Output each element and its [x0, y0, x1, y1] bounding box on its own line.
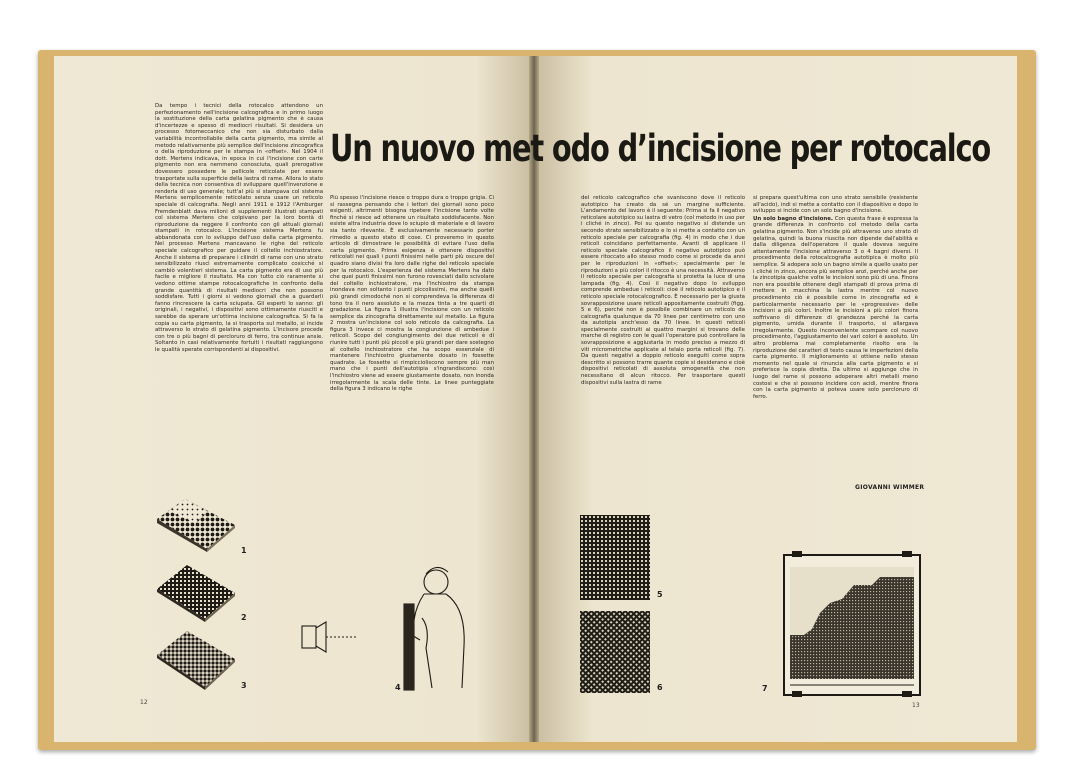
- figure-4-operator-drawing: [296, 528, 472, 694]
- figure-2-label: 2: [241, 613, 247, 622]
- figure-5-label: 5: [657, 590, 663, 599]
- page-number-left: 12: [140, 699, 148, 706]
- figure-5-screen-square: [580, 515, 650, 600]
- column-2-text: Più spesso l'incisione riesce o troppo dura o troppo grigia. Ci si rassegna pensando che i lettori dei giornali sono poco esigenti, altrimenti bisogna ripetere l'incisione tante volte finché si riesce ad ottenere un risultato soddisfacente. Non esiste altra industria dove lo sciupio di materiale e di lavoro sia tanto rilevante. È esclusivamente necessario porter rimedio a questo stato di cose. Ci proveremo in questo articolo di dimostrare le possibilità di evitare l'uso della carta pigmento. Prima esigenza è ottenere dispositivi reticolati nei quali i punti finissimi nelle parti più oscure del quadro siano divisi fra loro dalle righe del reticolo speciale per la rotocalco. L'esperienza del sistema Mertens ha dato che quei punti finissimi non furono rovesciati dallo scivolare del coltello inchiostratore, ma l'inchiostro da stampa inondava non soltanto i punti piccolissimi, ma anche quelli più grandi cimodoché non si comprendeva la differenza di tono tra il nero assoluto e la mezza tinta a tre quarti di gradazione. La figura 1 illustra l'incisione con un reticolo semplice da zincografia direttamente sul metallo. La figura 2 mostra un'incisione col solo reticolo da calcografia. La figura 3 invece ci mostra la congiunzione di ambedue i reticoli. Scopo del congiungimento dei due reticoli è di riunire tutti i punti più piccoli e più grandi per dare sostegno al coltello inchiostratore che ha scopo essenziale di mantenere l'inchiostro giustamente dosato in fossette quadrate. Le fossette si rimpiccioliscono sempre più man mano che i punti dell'autotipia s'ingrandiscono: così l'inchiostro viene ad essere giustamente dosato, non inonda irregolarmente la scala delle tinte. Le linee punteggiate della figura 3 indicano le righe: [330, 195, 494, 393]
- text-column-4: [753, 195, 918, 482]
- column-1-text: Da tempo i tecnici della rotocalco attendono un perfezionamento nell'incisione calcografica e in primo luogo la sostituzione della carta gelatina pigmento che è causa d'incertezze e spesso di mediocri risultati. Si desidera un processo fotomeccanico che non sia disturbato dalla variabilità incontrollabile della carta pigmento, ma simile al metodo relativamente più semplice dell'incisione zincografica o della riproduzione per le stampa in «offset». Nel 1904 il dott. Mertens indicava, in epoca in cui l'incisione con carte pigmento non era nemmeno conosciuta, quali prerogative dovessero possedere le pellicole reticolate per essere trasportate sulla superficie della lastra di rame. Allora lo stato della tecnica non consentiva di sviluppare quell'invenzione e renderla di uso generale; tutt'al più si stampava col sistema Mertens semplicemente reticolato senza usare un reticolo speciale di calcografia. Negli anni 1911 e 1912 l'Amburger Fremdenblatt dava milioni di supplementi illustrati stampati col sistema Mertens che colpivano per la loro bontà di riproduzione da reggere il confronto con gli attuali giornali stampati in rotocalco. L'incisione sistema Mertens fu abbandonata con lo sviluppo dell'uso della carta pigmento. Nel processo Mertens mancavano le righe del reticolo speciale calcografico per guidare il coltello inchiostratore. Anche il sistema di preparare i cilindri di rame con uno strato sensibilizzato riuscì estremamente complicato cosicché si cambiò volentieri sistema. La carta pigmento era di uso più facile e migliore il risultato. Ma con tutto ciò raramente si vedono ottime stampe rotocalcografiche in confronto della grande quantità di risultati mediocri che non possono soddisfare. Tutti i giorni si vedono giornali che a guardarli fanno rincrescere la carta sciupata. Gli esperti lo sanno: gli originali, i negativi, i dispositivi sono ottimamente riusciti e sarebbe da sperare un'ottima incisione calcografica. Si fa la copia su carta pigmento, la si trasporta sul metallo, si incide attraverso lo strato di gelatina pigmento. L'incisore procede con tre o più bagni di percloruro di ferro, tra continue ansie. Soltanto in casi relativamente fortuiti i risultati raggiungono le qualità sperate corrispondenti ai dispositivi.: [155, 103, 323, 353]
- subheading: Un solo bagno d'incisione.: [753, 215, 833, 222]
- text-column-3: [581, 195, 745, 495]
- figure-4-label: 4: [395, 683, 401, 692]
- article-title: Un nuovo met odo d’incisione per rotocalco: [330, 127, 991, 170]
- figure-7-label: 7: [762, 684, 768, 693]
- figure-6-screen-diagonal: [580, 611, 650, 693]
- column-4-text: si prepara quest'ultima con uno strato sensibile (resistente all'acido), indi si mette a contatto con il diapositivo e dopo lo sviluppo si incide con un solo bagno d'incisione.: [753, 195, 918, 215]
- figure-1-label: 1: [241, 546, 247, 555]
- figure-7-screen-frame: [782, 551, 922, 697]
- figure-3-combined-block: [155, 629, 237, 691]
- column-3-text: del reticolo calcografico che svaniscono dove il reticolo autotipico ha creato da sé un margine sufficiente. L'andamento del lavoro è il seguente: Prima si fa il negativo reticolare autotipico su lastra di vetro (col metodo in uso per i cliché in zinco). Poi su questo negativo si distende un secondo strato sensibilizzato e lo si mette a contatto con un reticolo speciale per calcografia (fig. 4) in modo che i due reticoli coincidano perfettamente. Avanti di applicare il reticolo speciale calcografico il negativo autotipico può essere ritoccato allo stesso modo come si procede da anni per le riproduzioni in «offset»; specialmente per le riproduzioni a più colori il ritocco è una necessità. Attraverso il reticolo speciale per calcografia si proietta la luce di una lampada (fig. 4). Così il negativo dopo lo sviluppo comprende ambedue i reticoli: cioè il reticolo autotipico e il reticolo speciale rotocalcografico. È necessario per la giusta sovrapposizione usare reticoli appositamente costruiti (figg. 5 e 6), perché non è possibile combinare un reticolo da calcografia qualunque da 70 linee per centimetro con uno da autotipia anch'esso da 70 linee. In questi reticoli specialmente costruiti ai quattro margini si trovano delle marche di registro con le quali l'operatore può controllare la sovrapposizione e aggiustarla in modo preciso a mezzo di viti micrometriche applicate al telaio porta reticoli (fig. 7). Da questi negativi a doppio reticolo eseguiti come sopra descritto si possono trarre quante copie si desiderano e cioè dispositivi reticolati di assoluta omogeneità che non necessitano di alcun ritocco. Per trasportare questi dispositivi sulla lastra di rame: [581, 195, 745, 386]
- text-column-1: [155, 103, 323, 503]
- figure-6-label: 6: [657, 683, 663, 692]
- author-signature: GIOVANNI WIMMER: [855, 484, 925, 491]
- figure-1-halftone-block: [155, 497, 237, 553]
- figure-3-label: 3: [241, 681, 247, 690]
- page-number-right: 13: [912, 702, 920, 709]
- column-4-body: Con questa frase è espressa la grande differenza in confronto col metodo della carta gelatina pigmento. Non s'incide più attraverso uno strato di gelatina, quindi la buona riuscita non dipende dall'abilità e dalla diligenza dell'operatore il quale doveva seguire attentamente l'incisione attraverso 3 o 4 bagni diversi. Il procedimento della rotocalcografia autotipica è molto più semplice. Si adopera solo un bagno simile a quello usato per i cliché in zinco, ancora più semplice anzi, perché anche per la zincotipia qualche volte le incisioni sono più di una. Finora non era possibile ottenere degli stampati di prova prima di mettere in macchina la lastra mentre col nuovo procedimento ciò è possibile come in zincografia ed è particolarmente necessario per le «progressive» delle incisioni a più colori. Inoltre le incisioni a più colori finora soffrivano di differenze di grandezza perché la carta pigmento, umida durante il trasporto, si allargava irregolarmente. Questo inconveniente scompare col nuovo procedimento, l'aggiustamento dei vari colori è assoluto. Un altro problema mai completamente risolto era la riproduzione dei caratteri di testo causa le imperfezioni della carta pigmento. Il miglioramento si ottiene nello stesso momento nel quale si rinuncia alla carta pigmento e si preferisce la copia diretta. Da ultimo si aggiunge che in luogo del rame si possono adoperare altri metalli meno costosi e che si possono incidere con acidi, mentre finora con la carta pigmento si poteva usare solo percloruro di ferro.: [753, 215, 918, 400]
- figure-2-grid-block: [155, 563, 237, 623]
- text-column-2: [330, 195, 494, 495]
